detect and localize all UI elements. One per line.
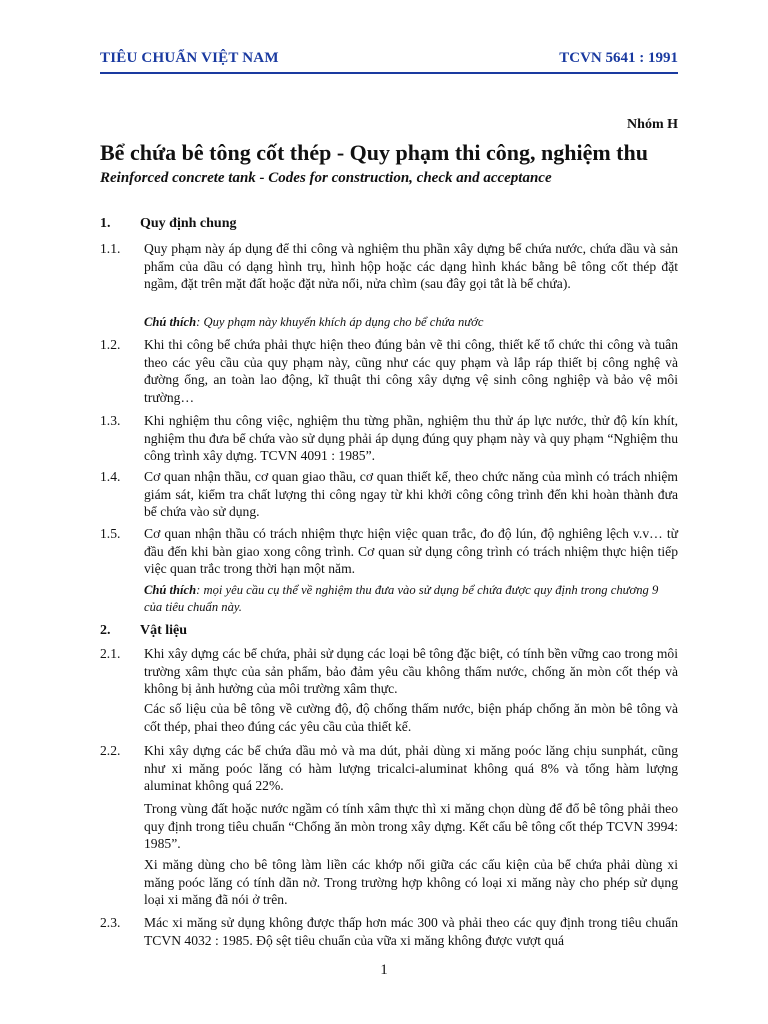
page-number: 1: [380, 962, 388, 978]
note-text: : Quy phạm này khuyến khích áp dụng cho bể chứa nước: [196, 315, 484, 329]
document-title: Bể chứa bê tông cốt thép - Quy phạm thi công, nghiệm thu: [100, 140, 648, 165]
section-title: Quy định chung: [140, 216, 237, 231]
clause-text: Mác xi măng sử dụng không được thấp hơn mác 300 và phải theo các quy định trong tiêu chuẩn TCVN 4032 : 1985. Độ sệt tiêu chuẩn của vữa xi măng không được vượt quá: [144, 915, 678, 948]
clause: [100, 468, 678, 521]
clause-number: 2.1.: [100, 646, 121, 661]
note-label: Chú thích: [144, 315, 197, 329]
clause: [100, 914, 678, 949]
clause-number: 1.5.: [100, 526, 121, 541]
clause-text: Cơ quan nhận thầu có trách nhiệm thực hiện việc quan trắc, đo độ lún, độ nghiêng lệch v.v… từ đầu đến khi bàn giao xong công trình. Cơ quan sử dụng công trình có trách nhiệm thực hiện tiếp việc quan trắc trong thời hạn một năm.: [144, 526, 678, 576]
paragraph: Trong vùng đất hoặc nước ngầm có tính xâm thực thì xi măng chọn dùng để đổ bê tông phải theo quy định trong tiêu chuẩn “Chống ăn mòn trong xây dựng. Kết cấu bê tông cốt thép TCVN 3994: 1985”.: [144, 801, 678, 851]
document-subtitle: Reinforced concrete tank - Codes for construction, check and acceptance: [100, 170, 552, 186]
header-standard-code: TCVN 5641 : 1991: [559, 50, 678, 66]
note: [144, 314, 678, 331]
section-heading: [100, 216, 237, 232]
clause: [100, 336, 678, 406]
section-number: 2.: [100, 623, 111, 638]
clause-text: Khi thi công bể chứa phải thực hiện theo đúng bản vẽ thi công, thiết kế tổ chức thi công và tuân theo các yêu cầu của quy phạm này, cũng như các quy phạm và lắp ráp thiết bị công nghệ và đường ống, an toàn lao động, kĩ thuật thi công xây dựng vệ sinh công nghiệp và bảo vệ môi trường…: [144, 337, 678, 405]
paragraph: Xi măng dùng cho bê tông làm liền các khớp nối giữa các cấu kiện của bể chứa phải dùng xi măng poóc lăng có tính dãn nở. Trong trường hợp không có loại xi măng này cho phép sử dụng loại xi măng đã nói ở trên.: [144, 857, 678, 907]
clause-number: 1.2.: [100, 337, 121, 352]
note-text: : mọi yêu cầu cụ thể về nghiệm thu đưa vào sử dụng bể chứa được quy định trong chương 9 của tiêu chuẩn này.: [144, 583, 659, 614]
clause: [100, 645, 678, 698]
note: [144, 582, 678, 616]
clause-number: 1.1.: [100, 241, 121, 256]
header-standard-name: TIÊU CHUẨN VIỆT NAM: [100, 50, 279, 66]
note-label: Chú thích: [144, 583, 197, 597]
clause-number: 2.3.: [100, 915, 121, 930]
clause: [100, 742, 678, 795]
clause: [100, 525, 678, 578]
clause-text: Khi xây dựng các bể chứa, phải sử dụng các loại bê tông đặc biệt, có tính bền vững cao trong môi trường xâm thực của sản phẩm, bảo đảm yêu cầu không thấm nước, chống ăn mòn cốt thép và không bị ảnh hưởng của môi trường xâm thực.: [144, 646, 678, 696]
clause-number: 2.2.: [100, 743, 121, 758]
paragraph: Các số liệu của bê tông về cường độ, độ chống thấm nước, biện pháp chống ăn mòn bê tông và cốt thép, phai theo đúng các yêu cầu của thiết kế.: [144, 701, 678, 734]
clause: [100, 412, 678, 465]
group-label: Nhóm H: [627, 117, 678, 132]
section-number: 1.: [100, 216, 111, 231]
clause: [100, 240, 678, 293]
clause-text: Cơ quan nhận thầu, cơ quan giao thầu, cơ quan thiết kế, theo chức năng của mình có trách nhiệm giám sát, kiểm tra chất lượng thi công ngay từ khi khởi công công trình đến khi hoàn thành đưa bể chứa vào sử dụng.: [144, 469, 678, 519]
clause-number: 1.4.: [100, 469, 121, 484]
clause-text: Khi nghiệm thu công việc, nghiệm thu từng phần, nghiệm thu thử áp lực nước, thử độ kín khít, nghiệm thu đưa bể chứa vào sử dụng phải áp dụng đúng quy phạm này và quy phạm “Nghiệm thu công trình xây dựng. TCVN 4091 : 1985”.: [144, 413, 678, 463]
section-heading: [100, 623, 187, 639]
clause-text: Khi xây dựng các bể chứa dầu mỏ và ma dút, phải dùng xi măng poóc lăng chịu sunphát, cũng như xi măng poóc lăng có hàm lượng tricalci-aluminat không quá 8% và tổng hàm lượng aluminat không quá 22%.: [144, 743, 678, 793]
clause-text: Quy phạm này áp dụng để thi công và nghiệm thu phần xây dựng bể chứa nước, chứa dầu và sản phẩm của dầu có dạng hình trụ, hình hộp hoặc các dạng hình khác bằng bê tông cốt thép đặt ngầm, đặt trên mặt đất hoặc đặt nửa nổi, nửa chìm (sau đây gọi tắt là bể chứa).: [144, 241, 678, 291]
clause-number: 1.3.: [100, 413, 121, 428]
section-title: Vật liệu: [140, 623, 188, 638]
page-header: [100, 48, 678, 74]
